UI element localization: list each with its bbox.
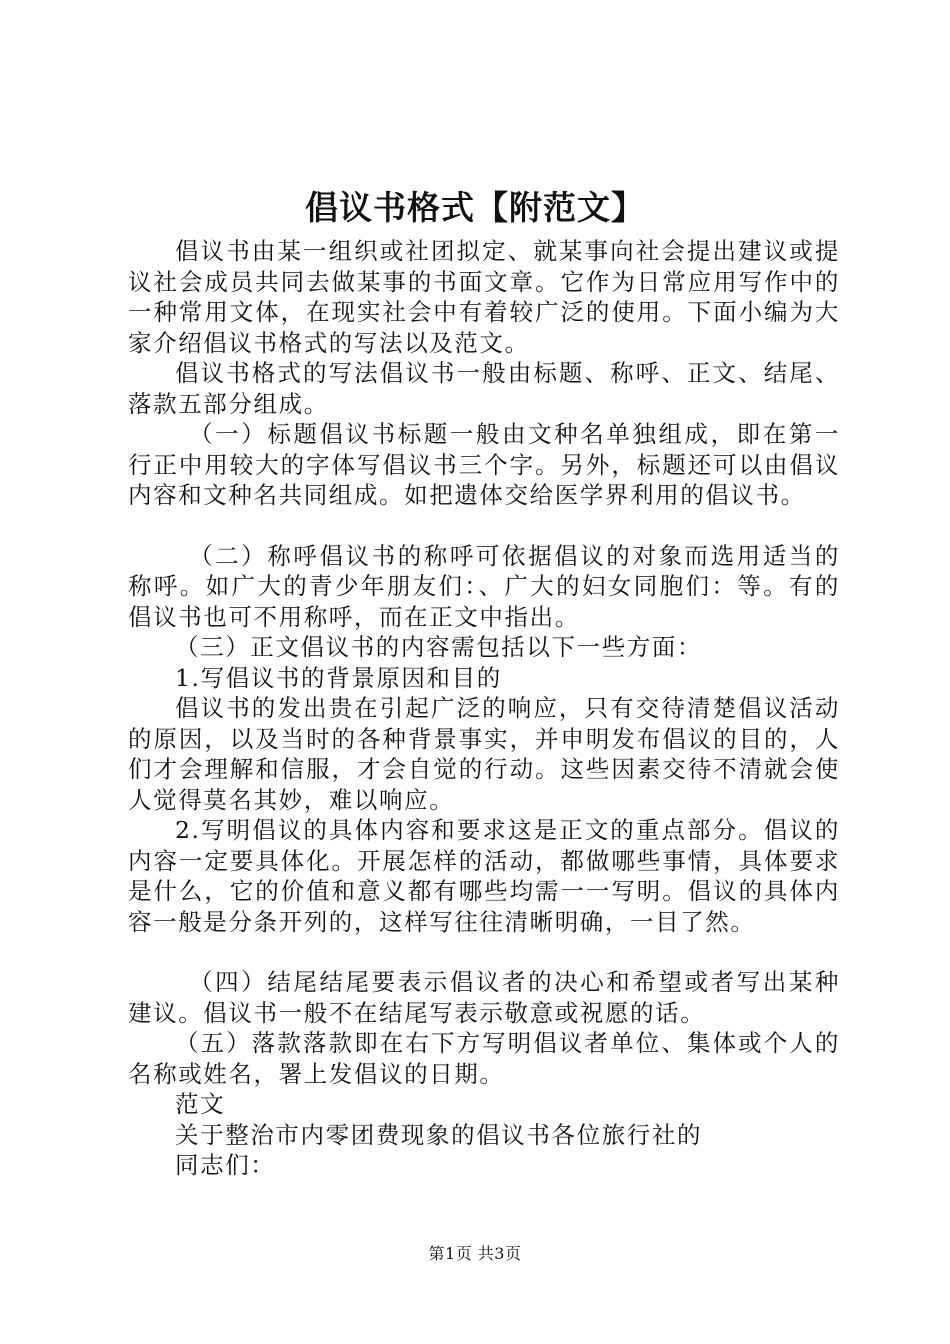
paragraph-section-ending: （四）结尾结尾要表示倡议者的决心和希望或者写出某种建议。倡议书一般不在结尾写表示敬意或祝愿的话。 <box>128 968 840 1027</box>
document-body <box>128 236 840 1181</box>
paragraph-item-2: 2.写明倡议的具体内容和要求这是正文的重点部分。倡议的内容一定要具体化。开展怎样的活动，都做哪些事情，具体要求是什么，它的价值和意义都有哪些均需一一写明。倡议的具体内容一般是分条开列的，这样写往往清晰明确，一目了然。 <box>128 816 840 936</box>
paragraph-intro: 倡议书由某一组织或社团拟定、就某事向社会提出建议或提议社会成员共同去做某事的书面文章。它作为日常应用写作中的一种常用文体，在现实社会中有着较广泛的使用。下面小编为大家介绍倡议书格式的写法以及范文。 <box>128 237 840 357</box>
paragraph-format-overview: 倡议书格式的写法倡议书一般由标题、称呼、正文、结尾、落款五部分组成。 <box>128 359 840 418</box>
paragraph-section-title: （一）标题倡议书标题一般由文种名单独组成，即在第一行正中用较大的字体写倡议书三个字。另外，标题还可以由倡议内容和文种名共同组成。如把遗体交给医学界利用的倡议书。 <box>128 420 840 509</box>
paragraph-section-signature: （五）落款落款即在右下方写明倡议者单位、集体或个人的名称或姓名，署上发倡议的日期。 <box>128 1029 840 1088</box>
paragraph-section-salutation: （二）称呼倡议书的称呼可依据倡议的对象而选用适当的称呼。如广大的青少年朋友们：、广大的妇女同胞们：等。有的倡议书也可不用称呼，而在正文中指出。 <box>128 541 840 631</box>
page-footer: 第1页 共3页 <box>428 1244 522 1263</box>
paragraph-item-1-heading: 1.写倡议书的背景原因和目的 <box>175 663 502 692</box>
paragraph-item-1-text: 倡议书的发出贵在引起广泛的响应，只有交待清楚倡议活动的原因，以及当时的各种背景事实，并申明发布倡议的目的，人们才会理解和信服，才会自觉的行动。这些因素交待不清就会使人觉得莫名其妙，难以响应。 <box>128 694 840 814</box>
paragraph-sample-title: 关于整治市内零团费现象的倡议书各位旅行社的 <box>175 1120 703 1149</box>
paragraph-spacer <box>128 511 840 541</box>
paragraph-spacer <box>128 937 840 967</box>
paragraph-sample-salutation: 同志们： <box>175 1151 276 1179</box>
paragraph-section-body: （三）正文倡议书的内容需包括以下一些方面： <box>175 633 703 661</box>
paragraph-sample-heading: 范文 <box>175 1090 226 1118</box>
document-title: 倡议书格式【附范文】 <box>305 188 645 227</box>
